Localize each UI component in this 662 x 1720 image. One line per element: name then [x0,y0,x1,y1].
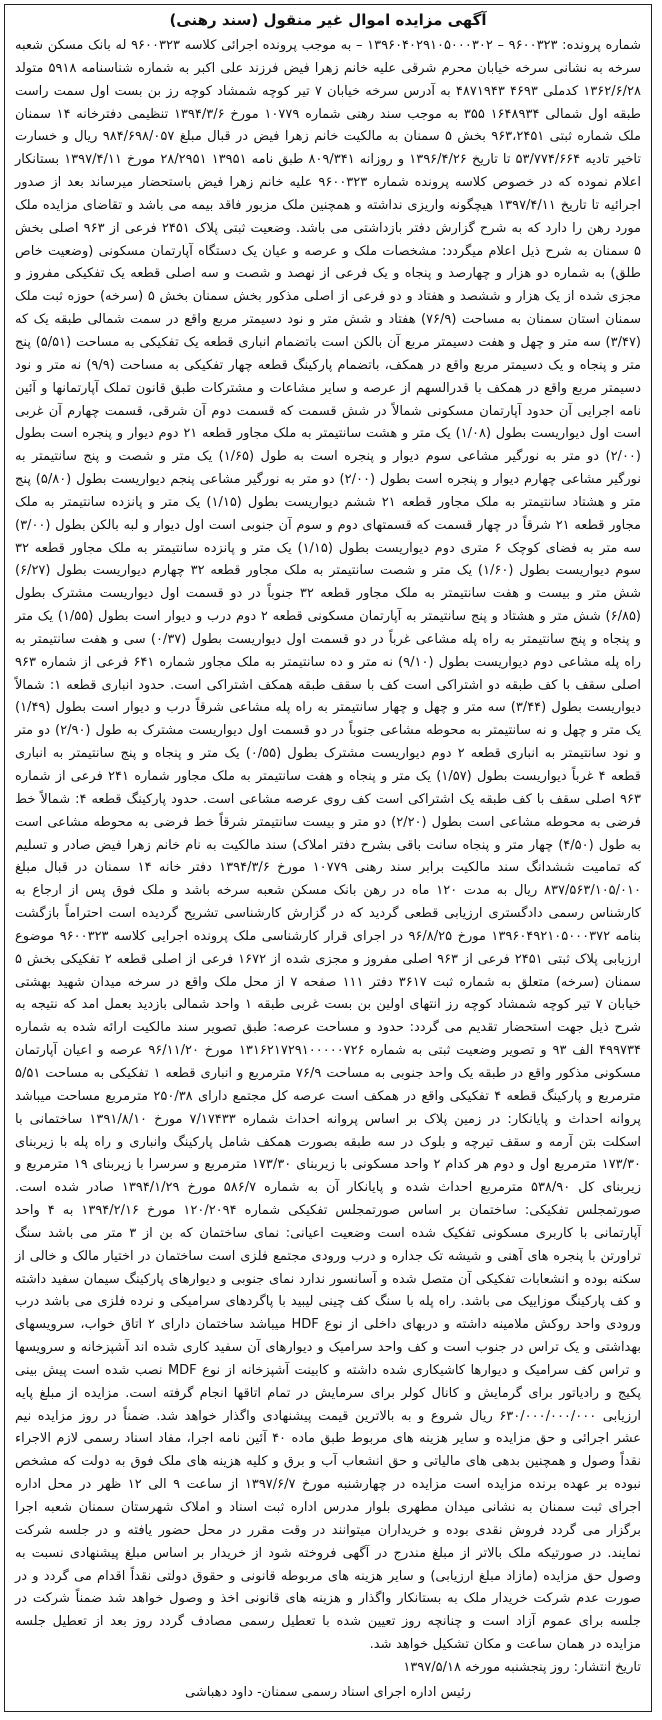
auction-notice [4,4,652,1712]
notice-title: آگهی مزایده اموال غیر منقول (سند رهنی) [169,11,487,29]
signature: رئیس اداره اجرای اسناد رسمی سمنان- داود دهباشی [185,1684,471,1700]
publish-date: تاریخ انتشار: روز پنجشنبه مورخه ۱۳۹۷/۵/۱۸ [403,1659,641,1675]
notice-body: شماره پرونده: ۹۶۰۰۳۲۳ – ۱۳۹۶۰۴۰۲۹۱۰۵۰۰۰۳۰۲ – به موجب پرونده اجرائی کلاسه ۹۶۰۰۳۲۳ له بانک مسکن شعبه سرخه به نشانی سرخه خیابان محرم شرقی علیه خانم زهرا فیض فرزند علی اکبر به شماره شناسنامه ۵۹۱۸ متولد ۱۳۶۲/۶/۲۸ کدملی ۴۶۹۳ ۴۸۷۱۹۴۳ به آدرس سرخه خیابان ۷ تیر کوچه شمشاد کوچه رز بن بست اول سمت راست طبقه اول شمالی ۱۶۴۸۹۳۴ ۳۵۵ به موجب سند رهنی شماره ۱۰۷۷۹ مورخ ۱۳۹۴/۳/۶ تنظیمی دفترخانه ۱۴ سمنان ملک شماره ثبتی ۹۶۳،۲۴۵۱ بخش ۵ سمنان به مالکیت خانم زهرا فیض در قبال مبلغ ۹۸۴/۶۹۸/۰۵۷ ریال و خسارت تاخیر تادیه ۵۳/۷۷۴/۶۶۴ تا تاریخ ۱۳۹۶/۴/۲۶ و روزانه ۸۰۹/۳۴۱ طبق نامه ۱۳۹۵۱ ۲۸/۲۹۵۱ مورخ ۱۳۹۷/۴/۱۱ بستانکار اعلام نموده که در خصوص کلاسه پرونده شماره ۹۶۰۰۳۲۳ علیه خانم زهرا فیض باستحضار میرساند بعد از صدور اجرائیه تا تاریخ ۱۳۹۷/۴/۱۱ هیچگونه واریزی نداشته و همچنین ملک مزبور فاقد بیمه می باشد و تقاضای مزایده ملک مورد رهن را دارد که به شرح گزارش دفتر بازداشتی می باشد. وضعیت ثبتی پلاک ۲۴۵۱ فرعی از ۹۶۳ اصلی بخش ۵ سمنان به شرح ذیل اعلام میگردد: مشخصات ملک و عرصه و عیان یک دستگاه آپارتمان مسکونی (وضعیت خاص طلق) به شماره دو هزار و چهارصد و پنجاه و یک فرعی از نهصد و شصت و سه اصلی قطعه یک تفکیکی مفروز و مجزی شده از یک هزار و ششصد و هفتاد و دو فرعی از اصلی مذکور بخش سمنان بخش ۵ (سرخه) حوزه ثبت ملک سمنان استان سمنان به مساحت (۷۶/۹) هفتاد و شش متر و نود دسیمتر مربع واقع در سمت شمالی طبقه یک که (۳/۴۷) سه متر و چهل و هفت دسیمتر مربع آن بالکن است باتضمام انباری قطعه یک تفکیکی به مساحت (۵/۵۱) پنج متر و پنجاه و یک دسیمتر مربع واقع در همکف، باتضمام پارکینگ قطعه چهار تفکیکی به مساحت (۹/۹) نه متر و نود دسیمتر مربع واقع در همکف با قدرالسهم از عرصه و سایر مشاعات و مشترکات طبق قانون تملک آپارتمانها و آئین نامه اجرایی آن حدود آپارتمان مسکونی شمالاً در شش قسمت که قسمت دوم آن شرقی، قسمت چهارم آن غربی است اول دیواریست بطول (۱/۰۸) یک متر و هشت سانتیمتر به ملک مجاور قطعه ۲۱ دوم دیوار و پنجره است بطول (۲/۰۰) دو متر به نورگیر مشاعی سوم دیوار و پنجره است به طول (۱/۶۵) یک متر و شصت و پنج سانتیمتر به نورگیر مشاعی چهارم دیوار و پنجره است بطول (۲/۰۰) دو متر به نورگیر مشاعی پنجم دیواریست بطول (۵/۸۰) پنج متر و هشتاد سانتیمتر به ملک مجاور قطعه ۲۱ ششم دیواریست بطول (۱/۱۵) یک متر و پانزده سانتیمتر به ملک مجاور قطعه ۲۱ شرقاً در چهار قسمت که قسمتهای دوم و سوم آن جنوبی است اول دیوار و لبه بالکن بطول (۳/۰۰) سه متر به فضای کوچک ۶ متری دوم دیواریست بطول (۱/۱۵) یک متر و پانزده سانتیمتر به ملک مجاور قطعه ۳۲ سوم دیواریست بطول (۱/۶۰) یک متر و شصت سانتیمتر به ملک مجاور قطعه ۳۲ چهارم دیواریست بطول (۶/۲۷) شش متر و بیست و هفت سانتیمتر به ملک مجاور قطعه ۳۲ جنوباً در دو قسمت اول دیواریست مشترک بطول (۶/۸۵) شش متر و هشتاد و پنج سانتیمتر به آپارتمان مسکونی قطعه ۲ دوم درب و دیوار است بطول (۱/۵۵) یک متر و پنجاه و پنج سانتیمتر به راه پله مشاعی غرباً در دو قسمت اول دیواریست بطول (۰/۳۷) سی و هفت سانتیمتر به راه پله مشاعی دوم دیواریست بطول (۹/۱۰) نه متر و ده سانتیمتر به ملک مجاور شماره ۶۴۱ فرعی از شماره ۹۶۳ اصلی سقف با کف طبقه دو اشتراکی است کف با سقف طبقه همکف اشتراکی است. حدود انباری قطعه ۱: شمالاً دیواریست بطول (۳/۴۴) سه متر و چهل و چهار سانتیمتر به راه پله مشاعی شرقاً درب و دیوار است بطول (۱/۴۹) یک متر و چهل و نه سانتیمتر به محوطه مشاعی جنوباً در دو قسمت اول دیواریست مشترک به طول (۲/۹۰) دو متر و نود سانتیمتر به انباری قطعه ۲ دوم دیواریست مشترک بطول (۰/۵۵) یک متر و پنجاه و پنج سانتیمتر به انباری قطعه ۴ غرباً دیواریست بطول (۱/۵۷) یک متر و پنجاه و هفت سانتیمتر به ملک مجاور شماره ۲۴۱ فرعی از شماره ۹۶۳ اصلی سقف با کف طبقه یک اشتراکی است کف روی عرصه مشاعی است. حدود پارکینگ قطعه ۴: شمالاً خط فرضی به محوطه مشاعی است بطول (۲/۲۰) دو متر و بیست سانتیمتر شرقاً خط فرضی به محوطه مشاعی است به طول (۴/۵۰) چهار متر و پنجاه سانت باقی بشرح دفتر املاک) سند مالکیت به نام خانم زهرا فیض صادر و تسلیم که تمامیت ششدانگ سند مالکیت برابر سند رهنی ۱۰۷۷۹ مورخ ۱۳۹۴/۳/۶ دفتر خانه ۱۴ سمنان در قبال مبلغ ۸۳۷/۵۶۳/۱۰۵/۰۱۰ ریال به مدت ۱۲۰ ماه در رهن بانک مسکن شعبه سرخه باشد و ملک فوق پس از ارجاع به کارشناس رسمی دادگستری ارزیابی قطعی گردید که در گزارش کارشناسی تشریح گردیده است احتراماً بازگشت بنامه ۱۳۹۶۰۴۹۲۱۰۵۰۰۰۳۷۲ مورخ ۹۶/۸/۲۵ در اجرای قرار کارشناسی ملک پرونده اجرایی کلاسه ۹۶۰۰۳۲۳ موضوع ارزیابی پلاک ثبتی ۲۴۵۱ فرعی از ۹۶۳ اصلی مفروز و مجزی شده از ۱۶۷۲ فرعی از اصلی قطعه ۲ تفکیکی بخش ۵ سمنان (سرخه) متعلق به شماره ثبت ۳۶۱۷ دفتر ۱۱۱ صفحه ۷ از محل ملک واقع در سرخه میدان شهید بهشتی خیابان ۷ تیر کوچه شمشاد کوچه رز انتهای اولین بن بست غربی طبقه ۱ واحد شمالی بازدید بعمل امد که نتیجه به شرح ذیل جهت استحضار تقدیم می گردد: حدود و مساحت عرصه: طبق تصویر سند مالکیت ارائه شده به شماره ۴۹۹۷۳۴ الف ۹۳ و تصویر وضعیت ثبتی به شماره ۱۳۱۶۲۱۷۲۹۱۰۰۰۰۰۷۲۶ مورخ ۹۶/۱۱/۲۰ عرصه و اعیان آپارتمان مسکونی مذکور واقع در طبقه یک واحد جنوبی به مساحت ۷۶/۹ مترمربع و انباری قطعه ۱ تفکیکی به مساحت ۵/۵۱ مترمربع و پارکینگ قطعه ۴ تفکیکی واقع در همکف است عرصه کل مجتمع دارای ۲۵۰/۳۸ مترمربع مساحت میباشد پروانه احداث و پایانکار: در زمین پلاک بر اساس پروانه احداث شماره ۷/۱۷۴۳۳ مورخ ۱۳۹۱/۸/۱۰ ساختمانی با اسکلت بتن آرمه و سقف تیرچه و بلوک در سه طبقه بصورت همکف شامل پارکینگ وانباری و راه پله با زیربنای ۱۷۳/۳۰ مترمربع اول و دوم هر کدام ۲ واحد مسکونی با زیربنای ۱۷۳/۳۰ مترمربع و سرسرا با زیربنای ۱۹ مترمربع و زیربنای کل ۵۳۸/۹۰ مترمربع احداث شده و پایانکار آن به شماره ۵۸۶/۷ مورخ ۱۳۹۴/۱/۲۹ صادر شده است. صورتمجلس تفکیکی: ساختمان بر اساس صورتمجلس تفکیکی شماره ۱۲۰/۲۰۹۴ مورخ ۱۳۹۴/۲/۱۶ به ۴ واحد آپارتمانی با کاربری مسکونی تفکیک شده است وضعیت اعیانی: نمای ساختمان که بن از ۳ متر می باشد سنگ تراورتن با پنجره های آهنی و شیشه تک جداره و درب ورودی مجتمع فلزی است ساختمان در اختیار مالک و خالی از سکنه بوده و انشعابات تفکیکی آن متصل شده و آسانسور ندارد نمای جنوبی و دیوارهای پارکینگ سیمان سفید داشته و کف پارکینگ موزاییک می باشد. راه پله با سنگ کف چینی لیبید با پاگردهای سرامیکی و نرده فلزی می باشد درب ورودی واحد روکش ملامینه داشته و دربهای داخلی از نوع HDF میباشد ساختمان دارای ۲ اتاق خواب، سرویسهای بهداشتی و یک تراس در جنوب است و کف واحد سرامیک و دیوارهای آن سفید کاری شده اند آشپزخانه و سرویسها و تراس کف سرامیک و دیوارها کاشیکاری شده داشته و کابینت آشپزخانه از نوع MDF نصب شده است پیش بینی پکیج و رادیاتور برای گرمایش و کانال کولر برای سرمایش در تمام اتاقها انجام گرفته است. مزایده از مبلغ پایه ارزیابی ۶۳۰/۰۰۰/۰۰۰/۰۰۰ ریال شروع و به بالاترین قیمت پیشنهادی واگذار خواهد شد. ضمناً در روز مزایده نیم عشر اجرائی و حق مزایده و سایر هزینه های مربوط طبق ماده ۴۰ آئین نامه اجرا، مفاد اسناد رسمی لازم الاجراء نقداً وصول و همچنین بدهی های مالیاتی و حق انشعاب آب و برق و کلیه هزینه های ملک فوق به دولت که مشخص نبوده بر عهده برنده مزایده است مزایده در چهارشنبه مورخ ۱۳۹۷/۶/۷ از ساعت ۹ الی ۱۲ ظهر در محل اداره اجرای ثبت سمنان به نشانی میدان مطهری بلوار مدرس اداره ثبت اسناد و املاک شهرستان سمنان شعبه اجرا برگزار می گردد فروش نقدی بوده و خریداران میتوانند در وقت مقرر در محل حضور یافته و در جلسه شرکت نمایند. در صورتیکه ملک بالاتر از مبلغ مندرج در آگهی فروخته شود از خریدار بر اساس مبلغ پیشنهادی نسبت به وصول حق مزایده (مازاد مبلغ ارزیابی) و سایر هزینه های مربوطه قانونی و حقوق دولتی نقداً اقدام می گردد و در صورت عدم شرکت خریدار ملک به بستانکار واگذار و هزینه های قانونی اخذ و وصول خواهد شد ضمناً شرکت در جلسه برای عموم آزاد است و چنانچه روز تعیین شده با تعطیل رسمی مصادف گردد روز بعد از تعطیل جلسه مزایده در همان ساعت و مکان تشکیل خواهد شد. [15,38,642,1653]
